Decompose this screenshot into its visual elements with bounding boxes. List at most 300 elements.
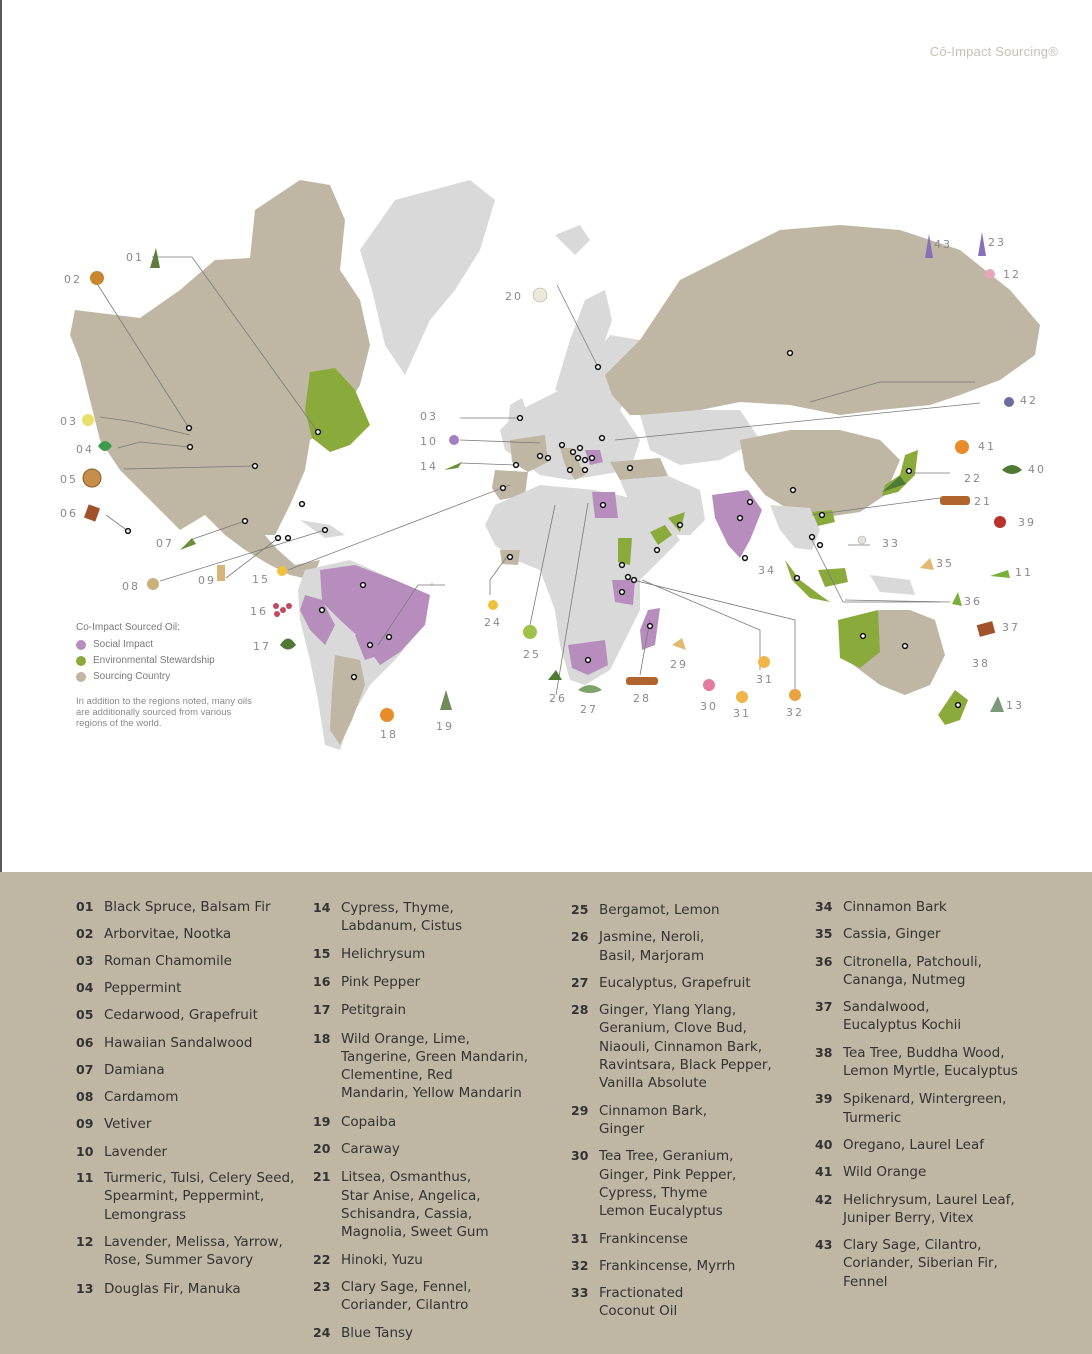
oil-list-line: Cedarwood, Grapefruit — [104, 1007, 258, 1024]
oil-list-line: Arborvitae, Nootka — [104, 926, 232, 943]
oil-list-line: Wild Orange — [843, 1164, 927, 1181]
oil-list-line: Petitgrain — [341, 1002, 407, 1019]
oil-list-text — [341, 1251, 423, 1269]
blue-tansy-icon — [488, 600, 498, 610]
oil-list-text — [843, 998, 961, 1035]
oil-list-item — [815, 1090, 1006, 1127]
callout-19: 19 — [436, 720, 454, 733]
oil-list-line: Vetiver — [104, 1116, 152, 1133]
oil-list-number: 25 — [571, 902, 589, 917]
oil-list-number: 32 — [571, 1257, 589, 1273]
callout-08: 08 — [122, 580, 140, 593]
legend-dot-sourcing — [76, 672, 86, 682]
callout-43: 43 — [934, 238, 952, 251]
oil-list-number: 18 — [313, 1030, 331, 1046]
oil-list-item — [76, 979, 181, 997]
legend-dot-environmental — [76, 656, 86, 666]
oil-list-number: 16 — [313, 973, 331, 989]
oil-list-text — [104, 979, 181, 997]
north-america-shape — [70, 180, 370, 535]
callout-03: 03 — [60, 415, 78, 428]
lemongrass-icon — [990, 570, 1010, 578]
oil-list-text — [104, 1061, 165, 1079]
callout-24: 24 — [484, 616, 502, 629]
callout-25: 25 — [523, 648, 541, 661]
oil-list-line: Turmeric, Tulsi, Celery Seed, — [104, 1170, 295, 1186]
oil-list-number: 09 — [76, 1116, 94, 1132]
oil-list-line: Frankincense — [599, 1230, 688, 1247]
oil-list-text — [843, 1236, 998, 1291]
douglas-fir-icon — [990, 696, 1004, 712]
oil-list-line: Cypress, Thyme — [599, 1184, 708, 1201]
oil-list-item — [313, 1324, 413, 1342]
callout-38: 38 — [972, 657, 990, 670]
oil-list-line: Turmeric — [843, 1109, 902, 1126]
callout-11: 11 — [1015, 566, 1033, 579]
oil-list-text — [341, 1168, 489, 1241]
oil-list-number: 23 — [313, 1278, 331, 1294]
oil-list-item — [571, 928, 704, 965]
frankincense-resin-icon — [736, 691, 748, 703]
oil-list-item — [815, 1236, 998, 1291]
oil-list-item — [815, 925, 941, 943]
oil-list-text — [104, 1088, 178, 1106]
oil-list-line: Clary Sage, Cilantro, — [843, 1237, 982, 1254]
callout-17: 17 — [253, 640, 271, 653]
oil-list-line: Basil, Marjoram — [599, 947, 705, 964]
thyme-sprig-icon — [444, 462, 462, 470]
oil-list-line: Cardamom — [104, 1089, 179, 1106]
coconut-icon — [858, 536, 866, 544]
oil-list-item — [76, 925, 231, 943]
oil-list-text — [599, 1102, 707, 1139]
ginger-root-icon-2 — [920, 558, 934, 570]
oil-list-line: Bergamot, Lemon — [599, 902, 720, 918]
world-map — [0, 140, 1092, 780]
oil-list-line: Rose, Summer Savory — [104, 1252, 254, 1269]
oil-list-number: 34 — [815, 899, 833, 914]
callout-36: 36 — [964, 595, 982, 608]
oil-list-item — [815, 898, 947, 916]
oil-list-line: Fractionated — [599, 1285, 684, 1302]
oil-list-item — [76, 952, 232, 970]
oil-list-text — [104, 925, 231, 943]
greenland-shape — [360, 180, 495, 375]
oil-list-line: Ginger, Ylang Ylang, — [599, 1002, 737, 1019]
callout-22: 22 — [964, 472, 982, 485]
oil-list-line: Lavender, Melissa, Yarrow, — [104, 1233, 283, 1250]
callout-06: 06 — [60, 507, 78, 520]
oil-list-item — [76, 898, 271, 916]
oil-list-item — [815, 998, 961, 1035]
oil-list-line: Helichrysum — [341, 945, 426, 962]
oil-list-number: 33 — [571, 1285, 589, 1301]
oil-list-text — [104, 952, 232, 970]
map-legend — [76, 622, 296, 729]
oil-list-number: 27 — [571, 974, 589, 990]
oil-list-line: Schisandra, Cassia, — [341, 1205, 473, 1222]
oil-list-line: Vanilla Absolute — [599, 1075, 707, 1092]
oil-list-line: Tea Tree, Buddha Wood, — [843, 1044, 1005, 1061]
cedarwood-slice-icon — [83, 469, 101, 487]
oil-list-line: Cypress, Thyme, — [341, 900, 454, 916]
oil-list-item — [76, 1061, 165, 1079]
oil-list-text — [843, 925, 941, 943]
oil-list-line: Cassia, Ginger — [843, 926, 941, 943]
callout-28: 28 — [633, 692, 651, 705]
borneo-region — [818, 568, 848, 587]
oil-list-text — [843, 953, 982, 990]
oil-list-item — [571, 1257, 735, 1275]
oil-list-text — [104, 1115, 151, 1133]
oil-list-text — [104, 1143, 167, 1161]
lavender-flower-icon — [449, 435, 459, 445]
svalbard-shape — [555, 225, 590, 255]
eucalyptus-leaf-icon — [578, 685, 602, 693]
oil-list-number: 19 — [313, 1113, 331, 1129]
oil-list-number: 22 — [313, 1251, 331, 1267]
oil-list-number: 01 — [76, 899, 94, 914]
callout-20: 20 — [505, 290, 523, 303]
oil-list-number: 35 — [815, 926, 833, 942]
oil-list-line: Sandalwood, — [843, 999, 930, 1016]
callout-18: 18 — [380, 728, 398, 741]
oil-list-line: Peppermint — [104, 979, 182, 996]
oil-list-number: 36 — [815, 953, 833, 969]
oil-list-text — [599, 928, 704, 965]
oil-list-item — [571, 1284, 683, 1321]
callout-05: 05 — [60, 473, 78, 486]
oil-list-text — [341, 945, 425, 963]
oil-list-text — [341, 1030, 528, 1103]
callout-14: 14 — [420, 460, 438, 473]
oil-list-number: 17 — [313, 1002, 331, 1018]
myrrh-resin-icon — [789, 689, 801, 701]
frankincense-resin-icon-2 — [758, 656, 770, 668]
oil-list-item — [571, 1001, 772, 1092]
oil-list-number: 20 — [313, 1141, 331, 1156]
oil-list-line: Roman Chamomile — [104, 952, 232, 969]
wild-orange-icon — [380, 708, 394, 722]
legend-item-social-impact — [76, 639, 296, 650]
callout-34: 34 — [758, 564, 776, 577]
oil-list-item — [571, 1102, 707, 1139]
oil-list-item — [815, 1163, 926, 1181]
oil-list-line: Citronella, Patchouli, — [843, 953, 982, 970]
callout-40: 40 — [1028, 463, 1046, 476]
oil-list-item — [571, 1230, 688, 1248]
oil-list-text — [341, 973, 420, 991]
oil-list-number: 06 — [76, 1034, 94, 1050]
oil-list-item — [313, 1140, 400, 1158]
oil-list-line: Fennel — [843, 1273, 888, 1290]
callout-35: 35 — [936, 557, 954, 570]
oil-list-line: Geranium, Clove Bud, — [599, 1020, 747, 1037]
oil-list-line: Ravintsara, Black Pepper, — [599, 1057, 772, 1074]
juniper-berry-icon — [1004, 397, 1014, 407]
oil-list-number: 43 — [815, 1237, 833, 1253]
cinnamon-bark-icon — [626, 677, 658, 685]
oil-list-number: 21 — [313, 1169, 331, 1185]
caraway-flower-icon — [533, 288, 547, 302]
oil-list-line: Cananga, Nutmeg — [843, 971, 966, 988]
oil-list-line: Cinnamon Bark, — [599, 1102, 708, 1119]
callout-07: 07 — [156, 537, 174, 550]
oil-list-line: Spikenard, Wintergreen, — [843, 1091, 1007, 1108]
oil-list-item — [313, 899, 462, 936]
oil-list-line: Clary Sage, Fennel, — [341, 1278, 472, 1295]
oil-list-number: 29 — [571, 1102, 589, 1118]
oil-list-line: Lemon Myrtle, Eucalyptus — [843, 1063, 1018, 1080]
callout-02: 02 — [64, 273, 82, 286]
helichrysum-flower-icon — [277, 566, 287, 576]
oil-list-number: 24 — [313, 1325, 331, 1341]
oil-list-line: Caraway — [341, 1141, 400, 1157]
oil-list-item — [76, 1034, 252, 1052]
oil-list-text — [341, 899, 462, 936]
oil-list-number: 02 — [76, 926, 94, 942]
callout-10: 10 — [420, 435, 438, 448]
oil-list-line: Coconut Oil — [599, 1303, 678, 1320]
legend-title: Co-Impact Sourced Oil: — [76, 622, 180, 633]
cardamom-pods-icon — [147, 578, 159, 590]
callout-13: 13 — [1006, 699, 1024, 712]
oil-list-number: 26 — [571, 929, 589, 945]
callout-42: 42 — [1020, 394, 1038, 407]
oil-list-line: Lavender — [104, 1143, 168, 1160]
ginger-root-icon — [672, 638, 686, 650]
oil-list-line: Labdanum, Cistus — [341, 918, 463, 935]
callout-39: 39 — [1018, 516, 1036, 529]
callout-29: 29 — [670, 658, 688, 671]
oil-list-line: Jasmine, Neroli, — [599, 929, 705, 946]
callout-33: 33 — [882, 537, 900, 550]
oil-list-text — [599, 1257, 735, 1275]
oil-list-line: Pink Pepper — [341, 973, 421, 990]
legend-note: In addition to the regions noted, many oils are additionally sourced from various regions of the world. — [76, 696, 252, 729]
oil-list-item — [76, 1233, 283, 1270]
oil-list-text — [104, 1034, 252, 1052]
oregano-leaf-icon — [1002, 465, 1022, 474]
callout-04: 04 — [76, 443, 94, 456]
oil-list-line: Hawaiian Sandalwood — [104, 1034, 253, 1051]
oil-list-number: 04 — [76, 979, 94, 995]
oil-list-item — [815, 1136, 984, 1154]
oil-list-item — [571, 974, 751, 992]
oil-list-number: 28 — [571, 1002, 589, 1018]
oil-list-number: 15 — [313, 945, 331, 961]
sandalwood-chips-icon-2 — [977, 621, 996, 637]
oil-list-line: Spearmint, Peppermint, — [104, 1188, 265, 1205]
oil-list-line: Coriander, Cilantro — [341, 1297, 469, 1314]
oil-list-number: 42 — [815, 1191, 833, 1207]
oil-list-number: 39 — [815, 1091, 833, 1107]
citronella-icon — [952, 592, 962, 606]
oil-list-text — [104, 898, 271, 916]
oil-list-text — [599, 1230, 688, 1248]
oil-list-item — [76, 1115, 151, 1133]
spruce-sprig-icon — [150, 248, 160, 268]
oil-list-number: 14 — [313, 900, 331, 915]
oil-list-item — [313, 1113, 396, 1131]
legend-label: Environmental Stewardship — [93, 655, 215, 666]
sandalwood-chips-icon — [84, 504, 100, 521]
callout-23: 23 — [988, 236, 1006, 249]
oil-list-text — [341, 1113, 396, 1131]
callout-27: 27 — [580, 703, 598, 716]
oil-list-number: 13 — [76, 1280, 94, 1296]
callout-12: 12 — [1003, 268, 1021, 281]
oil-list-text — [843, 898, 947, 916]
oil-list-line: Mandarin, Yellow Mandarin — [341, 1085, 522, 1102]
oil-list-number: 03 — [76, 952, 94, 968]
oil-list-item — [571, 1147, 736, 1220]
oil-list-item — [313, 945, 425, 963]
oil-list-text — [104, 1169, 294, 1224]
oil-list-text — [599, 1284, 683, 1321]
legend-dot-social — [76, 640, 86, 650]
oil-list-number: 12 — [76, 1233, 94, 1249]
oil-list-text — [843, 1136, 984, 1154]
oil-list-text — [341, 1324, 413, 1342]
central-asia-grey — [640, 410, 760, 465]
bergamot-fruit-icon — [523, 625, 537, 639]
callout-31a: 31 — [733, 707, 751, 720]
oil-list-item — [571, 901, 720, 919]
oil-list-line: Tangerine, Green Mandarin, — [341, 1048, 529, 1065]
callout-41: 41 — [978, 440, 996, 453]
oil-list-item — [815, 1191, 1015, 1228]
kenya-region — [618, 538, 632, 565]
new-guinea-shape — [870, 575, 915, 595]
rose-sprig-icon — [985, 269, 995, 279]
cinnamon-sticks-icon — [940, 496, 970, 505]
clary-sage-icon-2 — [978, 232, 986, 256]
oil-list-item — [76, 1143, 167, 1161]
india-region — [712, 490, 762, 558]
oil-list-number: 38 — [815, 1044, 833, 1060]
oil-list-line: Magnolia, Sweet Gum — [341, 1224, 489, 1241]
legend-item-environmental — [76, 655, 296, 666]
oil-list-item — [76, 1169, 294, 1224]
vetiver-root-icon — [217, 565, 225, 581]
callout-21: 21 — [974, 495, 992, 508]
oil-list-number: 41 — [815, 1164, 833, 1180]
callout-01: 01 — [126, 251, 144, 264]
oil-list-item — [815, 1044, 1018, 1081]
oil-list-text — [104, 1006, 258, 1024]
oil-list-item — [313, 1251, 423, 1269]
oil-list-line: Oregano, Laurel Leaf — [843, 1137, 984, 1153]
oil-list-line: Coriander, Siberian Fir, — [843, 1255, 998, 1272]
oil-list-line: Copaiba — [341, 1113, 397, 1130]
oil-list-line: Black Spruce, Balsam Fir — [104, 899, 271, 915]
callout-09: 09 — [198, 574, 216, 587]
oil-list-line: Tea Tree, Geranium, — [599, 1148, 734, 1165]
callout-30: 30 — [700, 700, 718, 713]
oil-list-text — [599, 1147, 736, 1220]
oil-list-line: Lemongrass — [104, 1206, 187, 1223]
callout-26: 26 — [549, 692, 567, 705]
callout-16: 16 — [250, 605, 268, 618]
oil-list-line: Frankincense, Myrrh — [599, 1257, 736, 1274]
oil-list-number: 05 — [76, 1007, 94, 1023]
oil-list-line: Lemon Eucalyptus — [599, 1203, 723, 1220]
oil-list-line: Niaouli, Cinnamon Bark, — [599, 1038, 763, 1055]
oil-list-number: 31 — [571, 1230, 589, 1246]
oil-list-line: Cinnamon Bark — [843, 899, 947, 915]
oil-list-text — [843, 1191, 1015, 1228]
oil-list-item — [313, 1168, 489, 1241]
legend-label: Social Impact — [93, 639, 154, 650]
legend-item-sourcing-country — [76, 671, 296, 682]
oil-list-number: 07 — [76, 1061, 94, 1077]
callout-31b: 31 — [756, 673, 774, 686]
oil-list-number: 37 — [815, 999, 833, 1015]
pink-pepper-icon — [273, 603, 292, 617]
oil-list-line: Clementine, Red — [341, 1067, 453, 1084]
callout-15: 15 — [252, 573, 270, 586]
arborvitae-icon — [90, 271, 104, 285]
oil-list-line: Douglas Fir, Manuka — [104, 1280, 241, 1297]
brand-title: Cō-Impact Sourcing® — [929, 44, 1058, 59]
oil-list-item — [76, 1088, 178, 1106]
oil-list-text — [843, 1044, 1018, 1081]
oil-list-line: Ginger — [599, 1120, 645, 1137]
oil-list-line: Eucalyptus, Grapefruit — [599, 974, 751, 991]
oil-list-text — [341, 1001, 406, 1019]
new-zealand-region — [938, 690, 968, 725]
oil-list-item — [313, 973, 420, 991]
oil-list-line: Hinoki, Yuzu — [341, 1251, 423, 1268]
oil-list-text — [843, 1090, 1006, 1127]
oil-list-number: 11 — [76, 1170, 94, 1185]
oil-list-item — [76, 1280, 241, 1298]
oil-list-text — [599, 901, 720, 919]
oil-list-number: 08 — [76, 1089, 94, 1105]
oil-list-text — [843, 1163, 926, 1181]
oil-list-item — [76, 1006, 258, 1024]
china-region — [740, 430, 900, 518]
callout-37: 37 — [1002, 621, 1020, 634]
oil-list-item — [313, 1030, 528, 1103]
oil-list-line: Juniper Berry, Vitex — [843, 1209, 974, 1226]
oil-list-line: Ginger, Pink Pepper, — [599, 1166, 737, 1183]
oil-list-text — [599, 974, 751, 992]
oil-list-line: Litsea, Osmanthus, — [341, 1169, 472, 1186]
oil-list-line: Wild Orange, Lime, — [341, 1030, 470, 1047]
oil-list-item — [313, 1001, 406, 1019]
oil-list-text — [341, 1140, 400, 1158]
oil-list-number: 40 — [815, 1137, 833, 1152]
oil-list-text — [104, 1280, 241, 1298]
oil-list-line: Star Anise, Angelica, — [341, 1187, 481, 1204]
oil-list-line: Blue Tansy — [341, 1325, 414, 1342]
oil-list-line: Eucalyptus Kochii — [843, 1017, 962, 1034]
oil-list-text — [341, 1278, 471, 1315]
russia-region — [605, 225, 1040, 415]
oil-list-item — [815, 953, 982, 990]
wintergreen-icon — [994, 516, 1006, 528]
callout-03b: 03 — [420, 410, 438, 423]
chamomile-flower-icon — [82, 414, 94, 426]
legend-label: Sourcing Country — [93, 671, 171, 682]
oil-list-text — [599, 1001, 772, 1092]
oil-list-panel — [0, 872, 1092, 1354]
oil-list-line: Damiana — [104, 1061, 165, 1078]
oil-list-number: 10 — [76, 1143, 94, 1159]
oil-list-text — [104, 1233, 283, 1270]
